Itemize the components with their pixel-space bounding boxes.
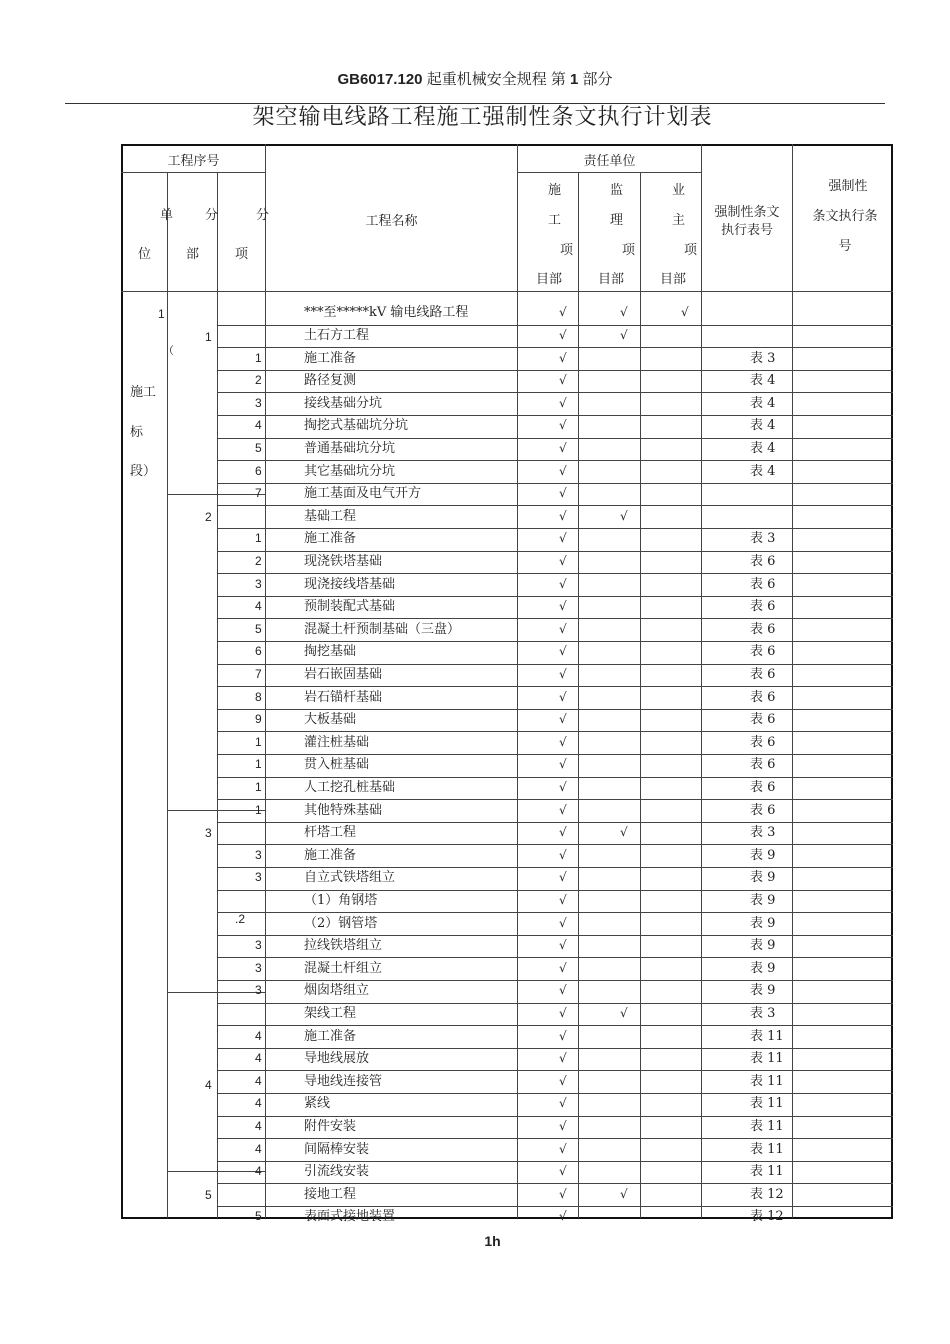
row-project-name: 附件安装	[304, 1118, 357, 1134]
check-mark-sg: √	[559, 327, 567, 342]
row-item-number: 2	[255, 373, 262, 388]
row-project-name: 路径复测	[304, 373, 357, 389]
row-item-number: 2	[255, 553, 262, 568]
header-rule-seq	[121, 172, 265, 173]
row-table-number: 表 3	[750, 1005, 776, 1021]
check-mark-sg: √	[559, 1096, 567, 1111]
col-line-name	[517, 144, 518, 1218]
row-table-number: 表 6	[750, 734, 776, 750]
unit-label-2: 标	[130, 425, 144, 440]
check-mark-sg: √	[559, 553, 567, 568]
row-rule	[218, 844, 893, 845]
resp-subheader-char: 目部	[598, 272, 625, 287]
check-mark-sg: √	[559, 418, 567, 433]
row-project-name: 施工准备	[304, 847, 357, 863]
check-mark-sg: √	[559, 599, 567, 614]
header-project-name: 工程名称	[365, 214, 418, 229]
row-table-number: 表 11	[750, 1096, 784, 1112]
resp-subheader-char: 目部	[536, 272, 563, 287]
row-table-number: 表 11	[750, 1164, 784, 1180]
row-item-number: 1	[255, 734, 262, 749]
row-table-number: 表 4	[750, 373, 776, 389]
row-rule	[218, 754, 893, 755]
check-mark-jl: √	[620, 825, 628, 840]
row-project-name: 施工准备	[304, 1028, 357, 1044]
row-item-number: 7	[255, 486, 262, 501]
row-item-number: 4	[255, 1073, 262, 1088]
part-label-2: 2	[205, 510, 212, 524]
standard-title-a: 起重机械安全规程 第	[426, 71, 566, 88]
row-rule	[218, 347, 893, 348]
resp-subheader-char: 施	[548, 183, 562, 198]
row-project-name: 基础工程	[304, 508, 357, 524]
row-table-number: 表 11	[750, 1073, 784, 1089]
row-project-name: 混凝土杆预制基础（三盘）	[304, 621, 461, 637]
row-project-name: 其它基础坑分坑	[304, 463, 396, 479]
part-sep-4	[167, 992, 265, 993]
row-rule	[218, 1183, 893, 1184]
row-rule	[218, 980, 893, 981]
row-item-number: 3	[255, 870, 262, 885]
header-part-b: 部	[186, 247, 200, 262]
row-item-number: 7	[255, 666, 262, 681]
check-mark-sg: √	[559, 1164, 567, 1179]
row-rule	[218, 370, 893, 371]
row-rule	[218, 551, 893, 552]
header-rule-resp	[517, 172, 701, 173]
row-rule	[218, 1048, 893, 1049]
col-line-part	[217, 172, 218, 1218]
row-project-name: 大板基础	[304, 712, 357, 728]
row-table-number: 表 6	[750, 689, 776, 705]
row-item-number: 3	[255, 983, 262, 998]
row-table-number: 表 3	[750, 531, 776, 547]
standard-title-b: 部分	[582, 71, 613, 88]
document-header	[0, 68, 950, 89]
row-rule	[218, 957, 893, 958]
row-rule	[218, 777, 893, 778]
stray-label: .2	[235, 912, 246, 926]
row-table-number: 表 9	[750, 870, 776, 886]
col-line-yz	[701, 144, 702, 1218]
row-item-number: 3	[255, 847, 262, 862]
header-clause-c: 号	[838, 239, 852, 254]
check-mark-sg: √	[559, 1028, 567, 1043]
row-table-number: 表 6	[750, 666, 776, 682]
header-clause-a: 强制性	[828, 179, 868, 194]
col-line-tno	[792, 144, 793, 1218]
standard-part-number: 1	[570, 71, 579, 88]
check-mark-sg: √	[559, 779, 567, 794]
row-rule	[218, 935, 893, 936]
row-rule	[218, 460, 893, 461]
row-project-name: 预制装配式基础	[304, 599, 396, 615]
row-item-number: 1	[255, 531, 262, 546]
row-project-name: 施工准备	[304, 531, 357, 547]
header-table-no-a: 强制性条文	[714, 205, 780, 220]
row-item-number: 4	[255, 1051, 262, 1066]
check-mark-sg: √	[559, 960, 567, 975]
row-table-number: 表 9	[750, 960, 776, 976]
row-project-name: 导地线连接管	[304, 1073, 383, 1089]
check-mark-sg: √	[559, 870, 567, 885]
check-mark-sg: √	[559, 689, 567, 704]
row-rule	[218, 1206, 893, 1207]
header-item-b: 项	[235, 247, 249, 262]
row-rule	[218, 1070, 893, 1071]
header-bottom-rule	[121, 291, 893, 292]
row-table-number: 表 6	[750, 553, 776, 569]
row-rule	[218, 325, 893, 326]
check-mark-sg: √	[559, 825, 567, 840]
row-project-name: 混凝土杆组立	[304, 960, 383, 976]
row-table-number: 表 4	[750, 418, 776, 434]
row-project-name: （1）角钢塔	[304, 892, 378, 908]
check-mark-sg: √	[559, 644, 567, 659]
check-mark-sg: √	[559, 847, 567, 862]
row-item-number: 9	[255, 712, 262, 727]
row-project-name: 间隔棒安装	[304, 1141, 370, 1157]
header-item-a: 分	[256, 208, 270, 223]
unit-number: 1	[158, 307, 165, 321]
row-project-name: 烟囱塔组立	[304, 983, 370, 999]
row-project-name: 引流线安装	[304, 1164, 370, 1180]
part-label-5: 5	[205, 1188, 212, 1202]
row-project-name: 土石方工程	[304, 327, 370, 343]
check-mark-sg: √	[559, 1141, 567, 1156]
row-table-number: 表 9	[750, 847, 776, 863]
row-item-number: 3	[255, 395, 262, 410]
row-table-number: 表 3	[750, 350, 776, 366]
row-project-name: 杆塔工程	[304, 825, 357, 841]
document-title: 架空输电线路工程施工强制性条文执行计划表	[252, 105, 713, 130]
row-project-name: （2）钢管塔	[304, 915, 378, 931]
row-project-name: 掏挖基础	[304, 644, 357, 660]
row-project-name: 自立式铁塔组立	[304, 870, 396, 886]
check-mark-sg: √	[559, 1186, 567, 1201]
row-table-number: 表 6	[750, 779, 776, 795]
row-table-number: 表 6	[750, 712, 776, 728]
part-label-4: 4	[205, 1078, 212, 1092]
col-line-item	[265, 144, 266, 1218]
row-rule	[218, 1116, 893, 1117]
row-item-number: 3	[255, 960, 262, 975]
row-rule	[218, 686, 893, 687]
row-rule	[218, 1093, 893, 1094]
unit-paren: （	[163, 344, 174, 357]
row-rule	[218, 731, 893, 732]
check-mark-sg: √	[559, 1005, 567, 1020]
unit-label-1: 施工	[130, 385, 157, 400]
header-table-no-b: 执行表号	[720, 223, 773, 238]
row-project-name: 紧线	[304, 1096, 331, 1112]
row-item-number: 6	[255, 463, 262, 478]
row-rule	[218, 505, 893, 506]
check-mark-sg: √	[559, 983, 567, 998]
check-mark-sg: √	[559, 938, 567, 953]
check-mark-sg: √	[559, 531, 567, 546]
row-rule	[218, 822, 893, 823]
check-mark-sg: √	[559, 1051, 567, 1066]
header-responsible-unit: 责任单位	[583, 154, 636, 169]
row-project-name: 其他特殊基础	[304, 802, 383, 818]
row-rule	[218, 1161, 893, 1162]
row-rule	[218, 415, 893, 416]
check-mark-sg: √	[559, 757, 567, 772]
row-rule	[218, 709, 893, 710]
row-rule	[218, 528, 893, 529]
check-mark-sg: √	[559, 666, 567, 681]
row-rule	[218, 912, 893, 913]
row-project-name: 普通基础坑分坑	[304, 440, 396, 456]
resp-subheader-char: 主	[672, 213, 686, 228]
row-table-number: 表 9	[750, 938, 776, 954]
part-label-3: 3	[205, 826, 212, 840]
check-mark-jl: √	[620, 327, 628, 342]
row-table-number: 表 6	[750, 757, 776, 773]
resp-subheader-char: 监	[610, 183, 624, 198]
resp-subheader-char: 项	[684, 243, 698, 258]
row-item-number: 1	[255, 757, 262, 772]
row-item-number: 5	[255, 1209, 262, 1224]
row-table-number: 表 11	[750, 1051, 784, 1067]
part-label-1: 1	[205, 330, 212, 344]
row-table-number: 表 3	[750, 825, 776, 841]
check-mark-sg: √	[559, 486, 567, 501]
row-project-name: 施工准备	[304, 350, 357, 366]
header-unit-a: 单	[160, 208, 174, 223]
row-rule	[218, 1138, 893, 1139]
row-project-name: 现浇接线塔基础	[304, 576, 396, 592]
row-table-number: 表 9	[750, 983, 776, 999]
row-rule	[218, 596, 893, 597]
header-unit-b: 位	[138, 247, 152, 262]
check-mark-sg: √	[559, 712, 567, 727]
row-project-name: 表面式接地装置	[304, 1209, 396, 1225]
row-project-name: 岩石嵌固基础	[304, 666, 383, 682]
check-mark-sg: √	[559, 892, 567, 907]
check-mark-sg: √	[559, 1209, 567, 1224]
row-table-number: 表 12	[750, 1186, 784, 1202]
row-table-number: 表 4	[750, 440, 776, 456]
check-mark-jl: √	[620, 1186, 628, 1201]
row-rule	[218, 618, 893, 619]
row-item-number: 4	[255, 1141, 262, 1156]
check-mark-sg: √	[559, 1073, 567, 1088]
row-project-name: 拉线铁塔组立	[304, 938, 383, 954]
row-item-number: 4	[255, 1164, 262, 1179]
resp-subheader-char: 业	[672, 183, 686, 198]
row-rule	[218, 867, 893, 868]
row-rule	[218, 799, 893, 800]
row-project-name: 施工基面及电气开方	[304, 486, 422, 502]
check-mark-sg: √	[559, 463, 567, 478]
row-item-number: 4	[255, 1118, 262, 1133]
row-project-name: ***至*****kV 输电线路工程	[304, 305, 469, 321]
header-project-seq: 工程序号	[167, 154, 220, 169]
check-mark-sg: √	[559, 350, 567, 365]
unit-label-3: 段）	[130, 464, 157, 479]
row-project-name: 接地工程	[304, 1186, 357, 1202]
row-project-name: 人工挖孔桩基础	[304, 779, 396, 795]
check-mark-yz: √	[681, 305, 689, 320]
row-item-number: 4	[255, 1028, 262, 1043]
row-rule	[218, 1003, 893, 1004]
resp-subheader-char: 理	[610, 213, 624, 228]
check-mark-sg: √	[559, 802, 567, 817]
row-item-number: 4	[255, 1096, 262, 1111]
row-project-name: 接线基础分坑	[304, 395, 383, 411]
row-table-number: 表 9	[750, 915, 776, 931]
part-sep-5	[167, 1171, 265, 1172]
check-mark-sg: √	[559, 440, 567, 455]
check-mark-sg: √	[559, 395, 567, 410]
col-line-unit	[167, 172, 168, 1218]
row-table-number: 表 4	[750, 463, 776, 479]
header-clause-b: 条文执行条	[812, 209, 878, 224]
check-mark-sg: √	[559, 305, 567, 320]
row-item-number: 5	[255, 621, 262, 636]
check-mark-jl: √	[620, 305, 628, 320]
row-rule	[218, 664, 893, 665]
col-line-jl	[640, 172, 641, 1218]
page-number: 1h	[484, 1233, 501, 1249]
row-item-number: 1	[255, 779, 262, 794]
row-table-number: 表 11	[750, 1118, 784, 1134]
row-item-number: 1	[255, 802, 262, 817]
resp-subheader-char: 工	[548, 213, 562, 228]
row-rule	[218, 890, 893, 891]
row-item-number: 4	[255, 599, 262, 614]
check-mark-sg: √	[559, 915, 567, 930]
row-project-name: 现浇铁塔基础	[304, 553, 383, 569]
row-item-number: 4	[255, 418, 262, 433]
row-project-name: 贯入桩基础	[304, 757, 370, 773]
row-rule	[218, 1025, 893, 1026]
row-project-name: 掏挖式基础坑分坑	[304, 418, 409, 434]
row-project-name: 灌注桩基础	[304, 734, 370, 750]
check-mark-sg: √	[559, 1118, 567, 1133]
row-project-name: 导地线展放	[304, 1051, 370, 1067]
part-sep-2	[167, 494, 265, 495]
resp-subheader-char: 项	[622, 243, 636, 258]
row-table-number: 表 4	[750, 395, 776, 411]
row-table-number: 表 11	[750, 1028, 784, 1044]
row-table-number: 表 6	[750, 802, 776, 818]
row-table-number: 表 6	[750, 644, 776, 660]
row-rule	[218, 392, 893, 393]
row-item-number: 6	[255, 644, 262, 659]
col-line-sg	[578, 172, 579, 1218]
check-mark-sg: √	[559, 508, 567, 523]
row-table-number: 表 6	[750, 599, 776, 615]
check-mark-sg: √	[559, 734, 567, 749]
row-project-name: 架线工程	[304, 1005, 357, 1021]
row-item-number: 3	[255, 938, 262, 953]
check-mark-jl: √	[620, 1005, 628, 1020]
row-table-number: 表 6	[750, 621, 776, 637]
row-rule	[218, 641, 893, 642]
standard-code: GB6017.120	[337, 71, 423, 88]
row-project-name: 岩石锚杆基础	[304, 689, 383, 705]
resp-subheader-char: 项	[560, 243, 574, 258]
row-item-number: 1	[255, 350, 262, 365]
row-item-number: 8	[255, 689, 262, 704]
row-rule	[218, 573, 893, 574]
check-mark-sg: √	[559, 621, 567, 636]
part-sep-3	[167, 810, 265, 811]
row-table-number: 表 12	[750, 1209, 784, 1225]
row-table-number: 表 6	[750, 576, 776, 592]
row-rule	[218, 483, 893, 484]
check-mark-sg: √	[559, 576, 567, 591]
row-table-number: 表 9	[750, 892, 776, 908]
row-item-number: 3	[255, 576, 262, 591]
row-rule	[218, 438, 893, 439]
resp-subheader-char: 目部	[660, 272, 687, 287]
check-mark-sg: √	[559, 373, 567, 388]
row-table-number: 表 11	[750, 1141, 784, 1157]
row-item-number: 5	[255, 440, 262, 455]
check-mark-jl: √	[620, 508, 628, 523]
header-part-a: 分	[205, 208, 219, 223]
